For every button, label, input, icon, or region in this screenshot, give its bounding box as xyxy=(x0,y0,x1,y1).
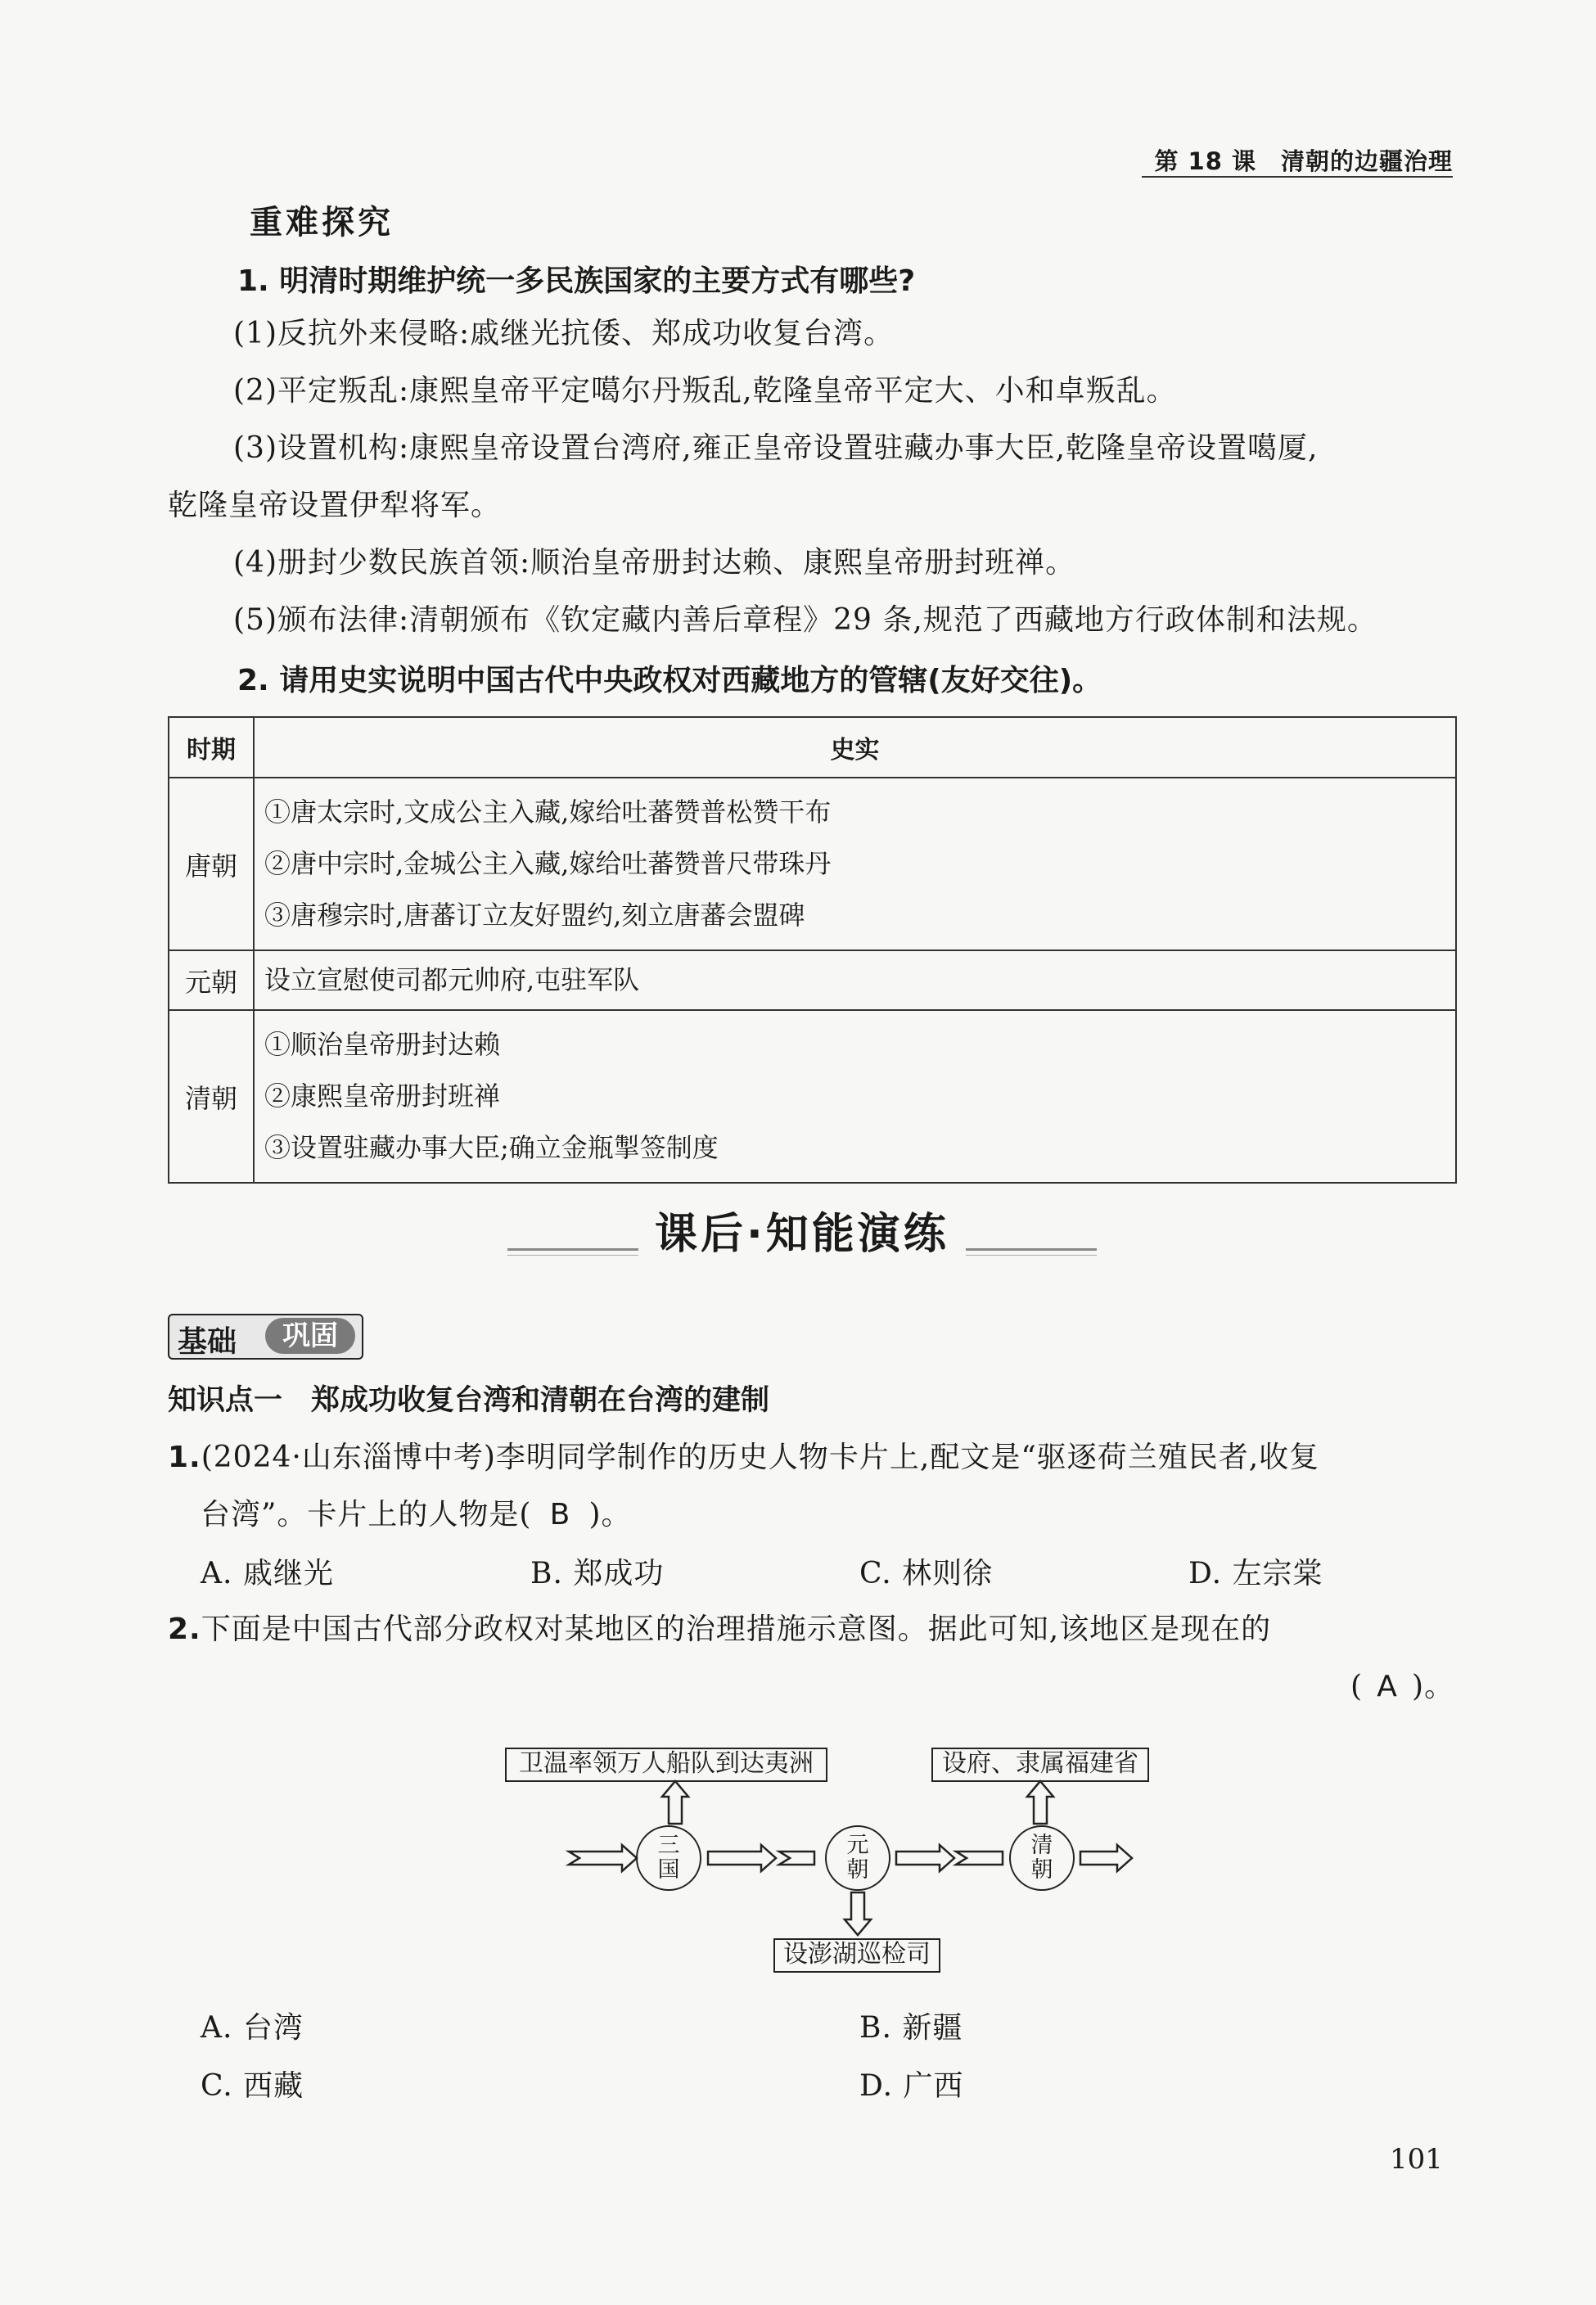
facts-cell xyxy=(254,1010,1456,1183)
arrow-up-icon xyxy=(1027,1781,1053,1824)
facts-cell xyxy=(254,950,1456,1010)
exercise-2 xyxy=(168,1608,1271,1651)
exercise-1-line2 xyxy=(201,1494,632,1536)
exercise-2-answer-pre: ( xyxy=(1350,1670,1364,1703)
diagram-arrows xyxy=(565,1776,1154,1940)
arrow-right-icon xyxy=(896,1845,954,1871)
page-header: 第 18 课 清朝的边疆治理 xyxy=(1142,143,1453,178)
question-2-title: 2. 请用史实说明中国古代中央政权对西藏地方的管辖(友好交往)。 xyxy=(237,664,1102,697)
exercise-2-answer-line xyxy=(1350,1666,1454,1708)
fact-line: ①唐太宗时,文成公主入藏,嫁给吐蕃赞普松赞干布 xyxy=(264,796,832,828)
fact-line: ②康熙皇帝册封班禅 xyxy=(264,1080,501,1112)
badge-label-1: 基础 xyxy=(178,1325,237,1359)
q1-item-3: (3)设置机构:康熙皇帝设置台湾府,雍正皇帝设置驻藏办事大臣,乾隆皇帝设置噶厦, xyxy=(233,431,1319,465)
ex1-option-a: A. 戚继光 xyxy=(201,1557,334,1590)
period-cell: 元朝 xyxy=(169,950,254,1010)
ex1-option-b: B. 郑成功 xyxy=(530,1557,665,1590)
arrow-right-icon xyxy=(779,1852,814,1865)
section-badge xyxy=(168,1314,363,1360)
arrow-right-icon xyxy=(708,1845,776,1871)
q1-item-3-cont: 乾隆皇帝设置伊犁将军。 xyxy=(168,489,502,522)
banner-title: 课后·知能演练 xyxy=(638,1199,966,1261)
header-facts: 史实 xyxy=(254,717,1456,778)
diagram-box-qing: 设府、隶属福建省 xyxy=(931,1748,1149,1782)
table-row xyxy=(169,778,1456,950)
fact-line: 设立宣慰使司都元帅府,屯驻军队 xyxy=(264,964,640,995)
exercise-1-answer: B xyxy=(549,1498,571,1531)
q1-item-2: (2)平定叛乱:康熙皇帝平定噶尔丹叛乱,乾隆皇帝平定大、小和卓叛乱。 xyxy=(233,374,1177,408)
fact-line: ③唐穆宗时,唐蕃订立友好盟约,刻立唐蕃会盟碑 xyxy=(264,900,805,931)
exercise-2-line1: 下面是中国古代部分政权对某地区的治理措施示意图。据此可知,该地区是现在的 xyxy=(201,1613,1272,1646)
node-char: 朝 xyxy=(1030,1857,1053,1883)
ex1-option-d: D. 左宗棠 xyxy=(1188,1557,1323,1590)
period-cell: 唐朝 xyxy=(169,778,254,950)
table-header-row xyxy=(169,717,1456,778)
node-char: 元 xyxy=(846,1833,869,1858)
history-table xyxy=(168,716,1457,1184)
fact-line: ②唐中宗时,金城公主入藏,嫁给吐蕃赞普尺带珠丹 xyxy=(264,848,832,879)
table-row xyxy=(169,950,1456,1010)
diagram-box-three-kingdoms: 卫温率领万人船队到达夷洲 xyxy=(505,1748,827,1782)
q1-item-1: (1)反抗外来侵略:戚继光抗倭、郑成功收复台湾。 xyxy=(233,317,895,350)
q1-item-4: (4)册封少数民族首领:顺治皇帝册封达赖、康熙皇帝册封班禅。 xyxy=(233,546,1076,580)
ex2-option-a: A. 台湾 xyxy=(201,2011,304,2045)
exercise-2-answer: A xyxy=(1377,1670,1398,1703)
fact-line: ③设置驻藏办事大臣;确立金瓶掣签制度 xyxy=(264,1132,719,1163)
q1-item-5: (5)颁布法律:清朝颁布《钦定藏内善后章程》29 条,规范了西藏地方行政体制和法规。 xyxy=(233,603,1377,637)
question-1-title: 1. 明清时期维护统一多民族国家的主要方式有哪些? xyxy=(237,264,916,298)
header-period: 时期 xyxy=(169,717,254,778)
exercise-2-answer-post: )。 xyxy=(1412,1670,1455,1703)
section-title: 重难探究 xyxy=(250,204,394,241)
exercise-1 xyxy=(168,1437,1319,1479)
fact-line: ①顺治皇帝册封达赖 xyxy=(264,1029,501,1060)
node-char: 朝 xyxy=(846,1857,869,1883)
arrow-start-icon xyxy=(569,1845,637,1871)
diagram-box-yuan: 设澎湖巡检司 xyxy=(773,1938,940,1973)
exercise-1-line2-post: )。 xyxy=(588,1498,632,1531)
exercise-2-number: 2. xyxy=(168,1613,201,1646)
ex2-option-c: C. 西藏 xyxy=(201,2069,304,2103)
facts-cell xyxy=(254,778,1456,950)
exercise-1-number: 1. xyxy=(168,1441,201,1474)
arrow-down-icon xyxy=(845,1892,871,1935)
ex2-option-d: D. 广西 xyxy=(859,2069,964,2103)
arrow-up-icon xyxy=(662,1781,688,1824)
knowledge-point-title: 知识点一 郑成功收复台湾和清朝在台湾的建制 xyxy=(168,1384,770,1417)
period-cell: 清朝 xyxy=(169,1010,254,1183)
arrow-right-icon xyxy=(956,1852,1003,1865)
arrow-end-icon xyxy=(1080,1845,1132,1871)
badge-label-2: 巩固 xyxy=(265,1318,355,1354)
node-char: 国 xyxy=(657,1857,680,1883)
page-number: 101 xyxy=(1390,2143,1443,2176)
ex1-option-c: C. 林则徐 xyxy=(859,1557,994,1590)
node-char: 三 xyxy=(657,1833,680,1858)
table-row xyxy=(169,1010,1456,1183)
exercise-1-line2-pre: 台湾”。卡片上的人物是( xyxy=(201,1498,532,1531)
exercise-1-line1: (2024·山东淄博中考)李明同学制作的历史人物卡片上,配文是“驱逐荷兰殖民者,收复 xyxy=(201,1441,1320,1474)
node-char: 清 xyxy=(1030,1833,1053,1858)
ex2-option-b: B. 新疆 xyxy=(859,2011,963,2045)
